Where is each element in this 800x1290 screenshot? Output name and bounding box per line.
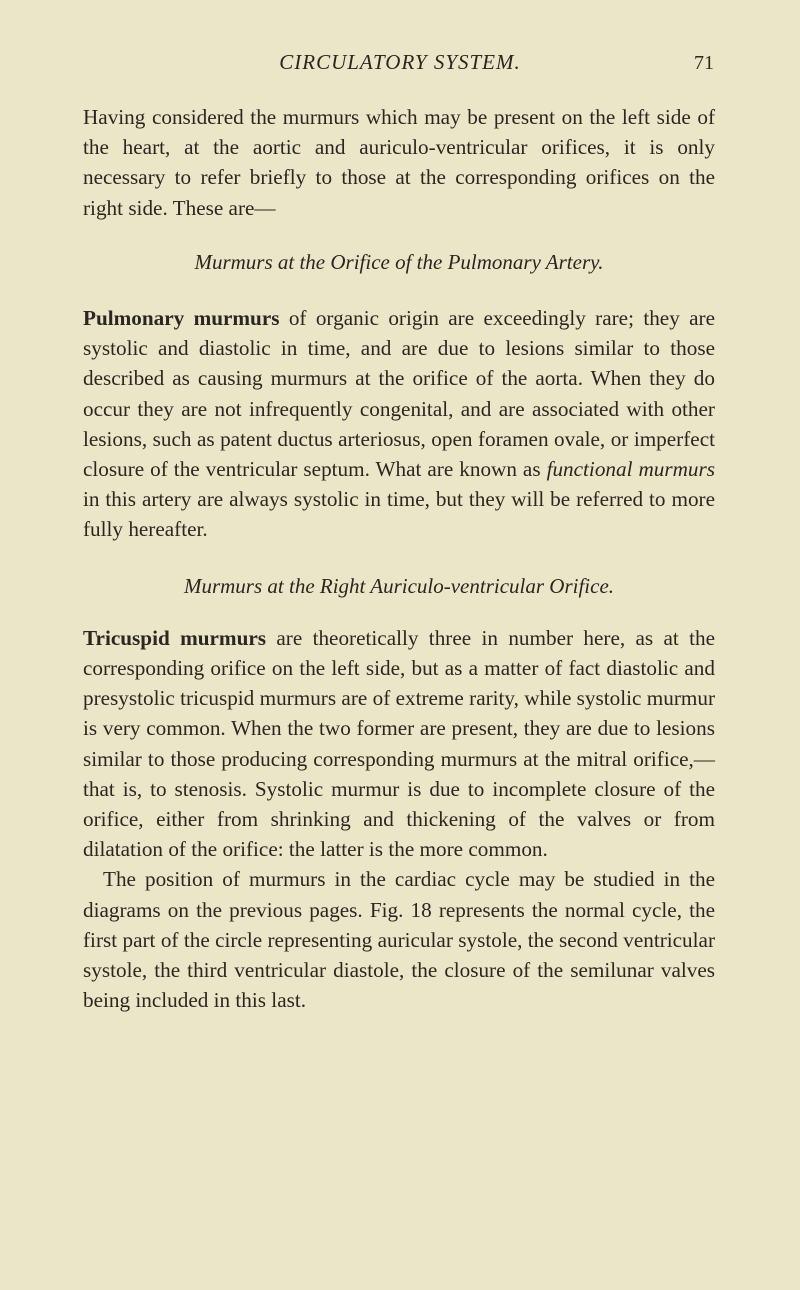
cycle-paragraph: The position of murmurs in the cardiac cycle may be studied in the diagrams on the previous pages. Fig. 18 represents the normal cycle, the first part of the circle representing auricular systole, the second ventricular systole, the third ventricular diastole, the closure of the semilunar valves being included in this last. (83, 867, 715, 1013)
intro-paragraph: Having considered the murmurs which may be present on the left side of the heart, at the aortic and auriculo-ventricular orifices, it is only necessary to refer briefly to those at the corresponding orifices on the right side. These are— (83, 105, 715, 220)
running-header: CIRCULATORY SYSTEM. (279, 50, 521, 74)
italic-term: functional murmurs (546, 457, 715, 482)
lead-term: Pulmonary murmurs (83, 306, 280, 331)
section-heading-tricuspid: Murmurs at the Right Auriculo-ventricular Orifice. (183, 573, 615, 598)
paragraph-text: in this artery are always systolic in time, but they will be referred to more fully hereafter. (83, 487, 715, 542)
page-body (83, 102, 715, 1015)
tricuspid-paragraph (83, 623, 715, 865)
lead-term: Tricuspid murmurs (83, 625, 267, 650)
paragraph-text: of organic origin are exceedingly rare; they are systolic and diastolic in time, and are due to lesions similar to those described as causing murmurs at the orifice of the aorta. When they do occur they are not infrequently congenital, and are associated with other lesions, such as patent ductus arteriosus, open foramen ovale, or imperfect closure of the ventricular septum. What are known as (83, 306, 715, 482)
paragraph-text: are theoretically three in number here, as at the corresponding orifice on the left side, but as a matter of fact diastolic and presystolic tricuspid murmurs are of extreme rarity, while systolic murmur is very common. When the two former are present, they are due to lesions similar to those producing corresponding murmurs at the mitral orifice,—that is, to stenosis. Systolic murmur is due to incomplete closure of the orifice, either from shrinking and thickening of the valves or from dilatation of the orifice: the latter is the more common. (83, 625, 716, 862)
section-heading-pulmonary: Murmurs at the Orifice of the Pulmonary Artery. (194, 249, 604, 274)
page-number: 71 (694, 52, 714, 74)
pulmonary-paragraph (83, 303, 715, 545)
